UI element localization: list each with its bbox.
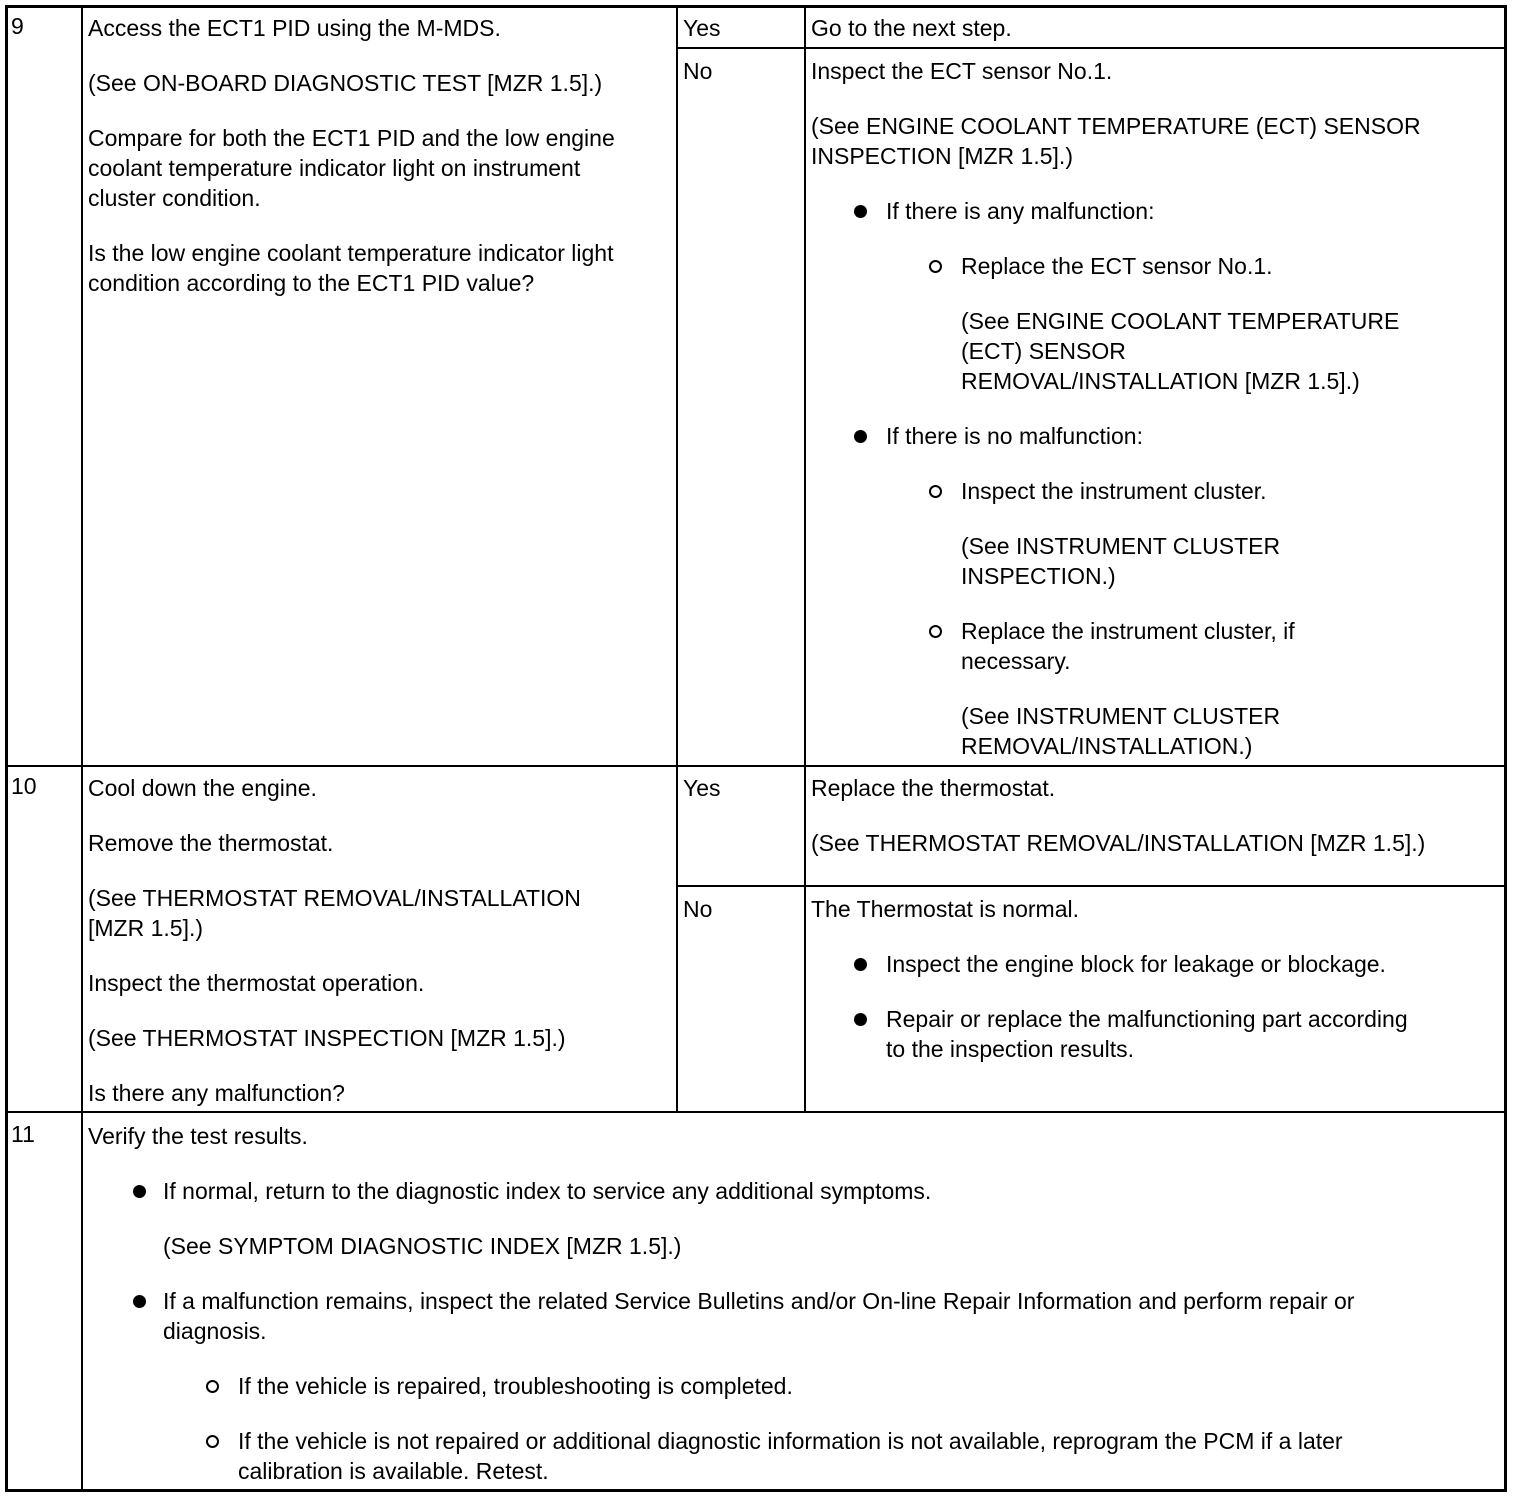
bullet-icon xyxy=(133,1295,146,1308)
result-reference: (See THERMOSTAT REMOVAL/INSTALLATION [MZR 1.5].) xyxy=(811,830,1426,856)
hollow-bullet-icon xyxy=(206,1380,219,1393)
step-number-11: 11 xyxy=(11,1121,35,1147)
step-10-no-result xyxy=(811,894,1501,1104)
action-sub-bullet: If the vehicle is repaired, troubleshooting is completed. xyxy=(238,1373,793,1399)
bullet-icon xyxy=(854,1013,867,1026)
bullet-icon xyxy=(854,958,867,971)
action-question: Is the low engine coolant temperature indicator light condition according to the ECT1 PID value? xyxy=(88,240,614,296)
result-text: The Thermostat is normal. xyxy=(811,896,1080,922)
result-bullet: Repair or replace the malfunctioning part according to the inspection results. xyxy=(886,1006,1408,1062)
hollow-bullet-icon xyxy=(929,260,942,273)
hollow-bullet-icon xyxy=(929,485,942,498)
step-10-no-label: No xyxy=(683,896,713,922)
bullet-icon xyxy=(133,1185,146,1198)
result-reference: (See ENGINE COOLANT TEMPERATURE (ECT) SENSOR INSPECTION [MZR 1.5].) xyxy=(811,113,1421,169)
action-bullet: If a malfunction remains, inspect the related Service Bulletins and/or On-line Repair Information and perform repair or diagnosis. xyxy=(163,1288,1355,1344)
step-9-no-result xyxy=(811,56,1501,761)
result-sub-bullet: Inspect the instrument cluster. xyxy=(961,478,1267,504)
step-number-10: 10 xyxy=(11,773,37,799)
action-reference: (See THERMOSTAT INSPECTION [MZR 1.5].) xyxy=(88,1025,566,1051)
column-divider-result xyxy=(804,6,806,1113)
action-text: Access the ECT1 PID using the M-MDS. xyxy=(88,15,501,41)
step-10-action xyxy=(88,773,668,1108)
action-sub-bullet: If the vehicle is not repaired or additional diagnostic information is not available, reprogram the PCM if a later calibration is available. Retest. xyxy=(238,1428,1343,1484)
action-bullet: If normal, return to the diagnostic index to service any additional symptoms. xyxy=(163,1178,932,1204)
column-divider-step xyxy=(81,6,83,1491)
step-9-yes-result: Go to the next step. xyxy=(811,15,1012,41)
step-9-yes-label: Yes xyxy=(683,15,721,41)
row-divider-9-10 xyxy=(6,765,1506,767)
step-10-yes-label: Yes xyxy=(683,775,721,801)
result-sub-reference: (See ENGINE COOLANT TEMPERATURE (ECT) SENSOR REMOVAL/INSTALLATION [MZR 1.5].) xyxy=(961,308,1400,394)
action-text: Inspect the thermostat operation. xyxy=(88,970,425,996)
action-text: Remove the thermostat. xyxy=(88,830,334,856)
step-9-no-label: No xyxy=(683,58,713,84)
result-text: Inspect the ECT sensor No.1. xyxy=(811,58,1113,84)
step-number-9: 9 xyxy=(11,13,24,39)
result-sub-reference: (See INSTRUMENT CLUSTER INSPECTION.) xyxy=(961,533,1281,589)
result-bullet: If there is no malfunction: xyxy=(886,423,1143,449)
action-reference: (See ON-BOARD DIAGNOSTIC TEST [MZR 1.5].) xyxy=(88,70,603,96)
action-text: Cool down the engine. xyxy=(88,775,317,801)
hollow-bullet-icon xyxy=(206,1435,219,1448)
result-sub-reference: (See INSTRUMENT CLUSTER REMOVAL/INSTALLATION.) xyxy=(961,703,1281,759)
result-sub-bullet: Replace the ECT sensor No.1. xyxy=(961,253,1273,279)
row-divider-yes-no-9 xyxy=(676,47,1506,49)
action-reference: (See THERMOSTAT REMOVAL/INSTALLATION [MZR 1.5].) xyxy=(88,885,581,941)
result-bullet: Inspect the engine block for leakage or blockage. xyxy=(886,951,1386,977)
action-text: Verify the test results. xyxy=(88,1123,308,1149)
bullet-icon xyxy=(854,205,867,218)
action-text: Compare for both the ECT1 PID and the low engine coolant temperature indicator light on instrument cluster condition. xyxy=(88,125,615,211)
result-sub-bullet: Replace the instrument cluster, if necessary. xyxy=(961,618,1295,674)
result-text: Replace the thermostat. xyxy=(811,775,1056,801)
bullet-icon xyxy=(854,430,867,443)
action-question: Is there any malfunction? xyxy=(88,1080,345,1106)
action-reference: (See SYMPTOM DIAGNOSTIC INDEX [MZR 1.5].) xyxy=(163,1233,682,1259)
hollow-bullet-icon xyxy=(929,625,942,638)
step-10-yes-result xyxy=(811,773,1501,858)
row-divider-10-11 xyxy=(6,1111,1506,1113)
step-9-action xyxy=(88,13,668,298)
row-divider-yes-no-10 xyxy=(676,885,1506,887)
step-11-action xyxy=(88,1121,1498,1486)
column-divider-action xyxy=(676,6,678,1113)
result-bullet: If there is any malfunction: xyxy=(886,198,1155,224)
